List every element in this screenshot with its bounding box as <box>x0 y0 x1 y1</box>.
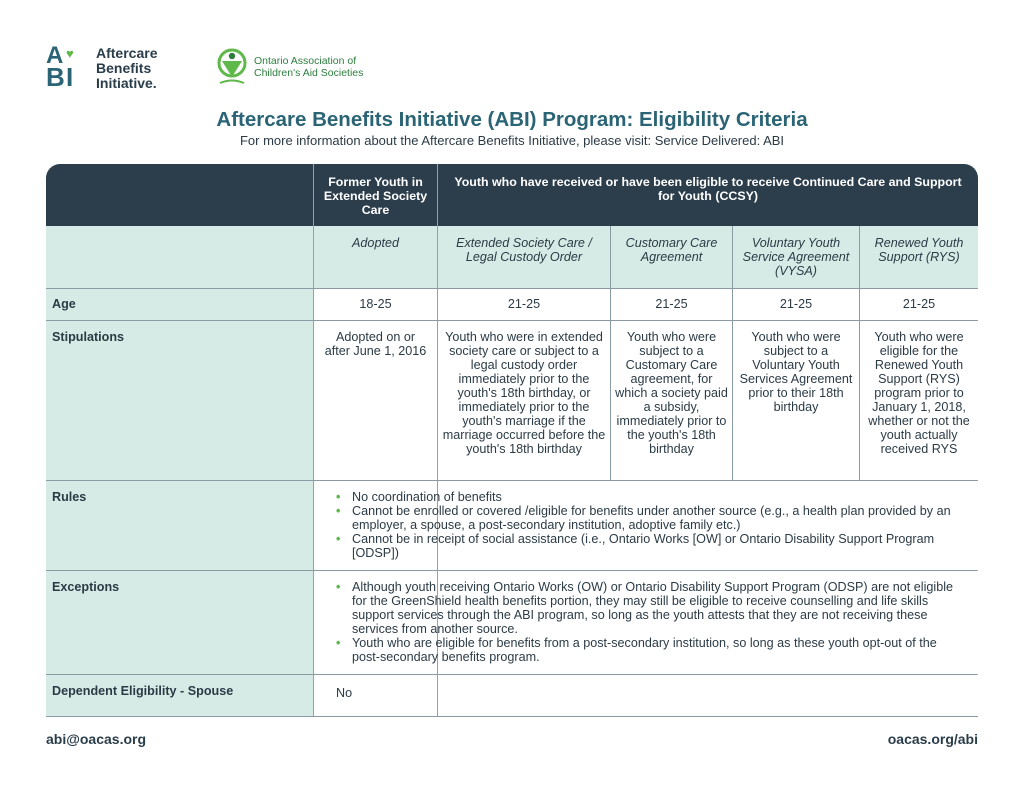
column-header-rys: Renewed Youth Support (RYS) <box>874 236 964 264</box>
list-item: • Youth who are eligible for benefits from a post-secondary institution, so long as these youth opt-out of the post-secondary benefits program. <box>336 636 937 664</box>
list-item: • Although youth receiving Ontario Works (OW) or Ontario Disability Support Program (ODSP) are not eligible for the GreenShield health benefits portion, they may still be eligible to receive counselling and life skills support services through the ABI program, so long as the youth attests that they are not receiving these services from another source. <box>336 580 954 636</box>
row-label-stipulations: Stipulations <box>52 330 125 344</box>
row-label-dependent-spouse: Dependent Eligibility - Spouse <box>52 684 234 698</box>
age-cell: 21-25 <box>507 297 541 311</box>
stipulation-cell: Youth who were eligible for the Renewed Youth Support (RYS) program prior to January 1, 2018, whether or not the youth actually received RYS <box>868 330 970 456</box>
age-cell: 21-25 <box>902 297 936 311</box>
page-title: Aftercare Benefits Initiative (ABI) Program: Eligibility Criteria <box>216 108 808 131</box>
list-item: • No coordination of benefits <box>336 490 502 504</box>
age-cell: 21-25 <box>655 297 688 311</box>
stipulation-cell: Adopted on or after June 1, 2016 <box>324 330 427 358</box>
rules-list-cell <box>336 490 960 560</box>
abi-logo-text: Aftercare Benefits Initiative. <box>96 45 158 91</box>
abi-logo-mark: A ♥ B I <box>46 42 74 92</box>
exceptions-list <box>336 580 960 664</box>
stipulation-cell: Youth who were in extended society care or subject to a legal custody order immediately prior to the youth's 18th birthday, or immediately prior to the youth's marriage if the marriage occurred before the youth's 18th birthday <box>442 330 606 456</box>
dependent-spouse-value: No <box>336 686 353 700</box>
age-cell: 18-25 <box>359 297 392 311</box>
stipulation-cell: Youth who were subject to a Customary Care agreement, for which a society paid a subsidy, immediately prior to the youth's 18th birthday <box>615 330 728 456</box>
row-label-exceptions: Exceptions <box>52 580 120 594</box>
column-header-adopted: Adopted <box>352 236 399 250</box>
age-cell: 21-25 <box>779 297 813 311</box>
page-subtitle: For more information about the Aftercare Benefits Initiative, please visit: Service Delivered: ABI <box>239 133 785 148</box>
row-label-rules: Rules <box>52 490 87 504</box>
stipulation-cell: Youth who were subject to a Voluntary Youth Services Agreement prior to their 18th birthday <box>739 330 853 414</box>
group-header-ccsy: Youth who have received or have been eligible to receive Continued Care and Support for Youth (CCSY) <box>454 175 962 203</box>
row-label-age: Age <box>52 297 76 311</box>
list-item: • Cannot be enrolled or covered /eligible for benefits under another source (e.g., a health plan provided by an employer, a spouse, a post-secondary institution, adoptive family etc.) <box>336 504 951 532</box>
group-header-former: Former Youth in Extended Society Care <box>323 175 428 217</box>
column-header-vysa: Voluntary Youth Service Agreement (VYSA) <box>742 236 850 278</box>
eligibility-table <box>46 164 978 717</box>
column-header-customary-care: Customary Care Agreement <box>625 236 718 264</box>
oacas-logo <box>216 47 363 87</box>
column-header-extended-care: Extended Society Care / Legal Custody Order <box>456 236 592 264</box>
abi-logo <box>46 42 158 92</box>
rules-list <box>336 490 960 560</box>
footer-website-link[interactable]: oacas.org/abi <box>887 731 978 747</box>
footer-email-link[interactable]: abi@oacas.org <box>46 731 147 747</box>
oacas-emblem-icon <box>216 47 248 87</box>
oacas-logo-text: Ontario Association of Children's Aid Societies <box>254 55 364 79</box>
exceptions-list-cell <box>336 580 960 664</box>
list-item: • Cannot be in receipt of social assistance (i.e., Ontario Works [OW] or Ontario Disability Support Program [ODSP]) <box>336 532 935 560</box>
